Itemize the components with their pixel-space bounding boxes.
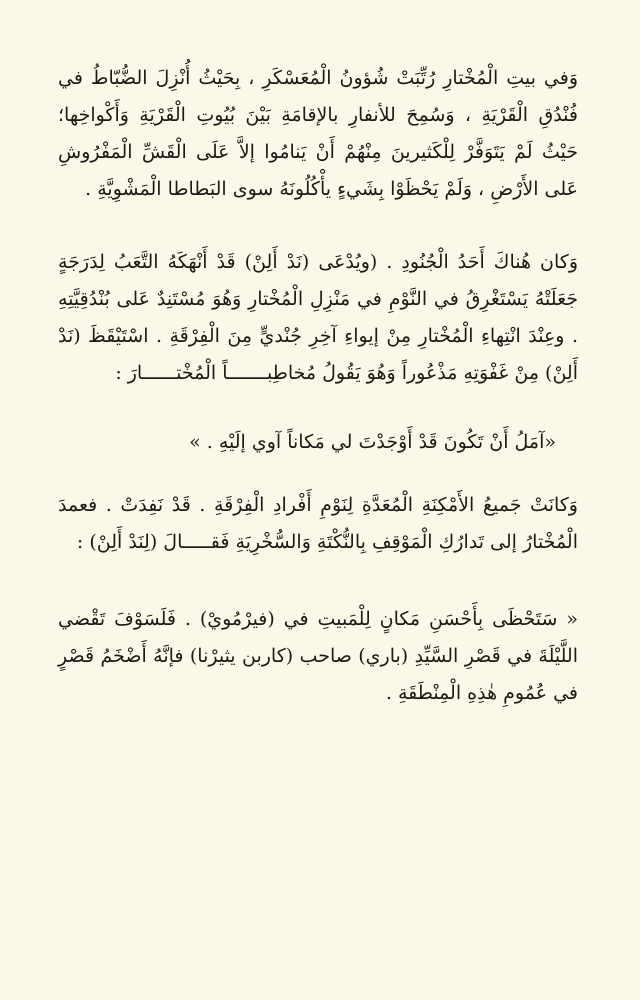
paragraph-soldier-ned-allen: وَكان هُناكَ أَحَدُ الْجُنُودِ . (ويُدْعَى (نَدْ أَلِنْ) قَدْ أَنْهَكَهُ التَّعَبُ لِدَرَجَةٍ جَعَلَتْهُ يَسْتَغْرِقُ في النَّوْمِ في مَنْزِلِ الْمُخْتارِ وَهُوَ مُسْتَنِدٌ عَلى بُنْدُقِيَّتِهِ . وعِنْدَ انْتِهاءِ الْمُخْتارِ مِنْ إيواءِ آخِرِ جُنْديٍّ مِنَ الْفِرْقَةِ . اسْتَيْقَظَ (نَدْ أَلِنْ) مِنْ غَفْوَتِهِ مَذْعُوراً وَهُوَ يَقُولُ مُخاطِبـــــــاً الْمُخْتــــــارَ : [58, 251, 578, 384]
quote-hope-for-place: «آمَلُ أَنْ تَكُونَ قَدْ أَوْجَدْتَ لي مَكاناً آوي إلَيْهِ . » [189, 431, 556, 453]
quote-best-place-to-sleep: « سَتَحْظَى بِأَحْسَنِ مَكانٍ لِلْمَبيتِ في (فيرْمُويْ) . فَلَسَوْفَ تَقْضي اللَّيْلَةَ في قَصْرِ السَّيِّدِ (باري) صاحب (كاربن يثيرْنا) فإنَّهُ أَضْخَمُ قَصْرٍ في عُمُومِ هٰذِهِ الْمِنْطَقَةِ . [58, 608, 578, 704]
paragraph-camp-arrangements: وَفي بيتِ الْمُخْتارِ رُتِّبَتْ شُؤونُ الْمُعَسْكَرِ ، بِحَيْثُ أُنْزِلَ الضُّبّاطُ في فُنْدُقِ الْقَرْيَةِ ، وَسُمِحَ للأنفارِ بالإقامَةِ بَيْنَ بُيُوتِ الْقَرْيَةِ وَأَكْواخِها؛ حَيْثُ لَمْ يَتَوَفَّرْ لِلْكَثيرينَ مِنْهُمْ أَنْ يَنامُوا إلاَّ عَلَى الْقَشِّ الْمَفْرُوشِ عَلى الأَرْضِ ، وَلَمْ يَحْظَوْا بِشَيءٍ يأْكُلُونَهُ سوى البَطاطا الْمَشْوِيَّةِ . [58, 67, 578, 200]
paragraph-places-exhausted: وَكانَتْ جَميعُ الأَمْكِنَةِ الْمُعَدَّةِ لِنَوْمِ أَفْرادِ الْفِرْقَةِ . قَدْ نَفِدَتْ . فعمدَ الْمُخْتارُ إلى تَدارُكِ الْمَوْقِفِ بِالنُّكْتَةِ وَالسُّخْرِيَةِ فَقـــــالَ (لِنَدْ أَلِنْ) : [58, 494, 578, 553]
